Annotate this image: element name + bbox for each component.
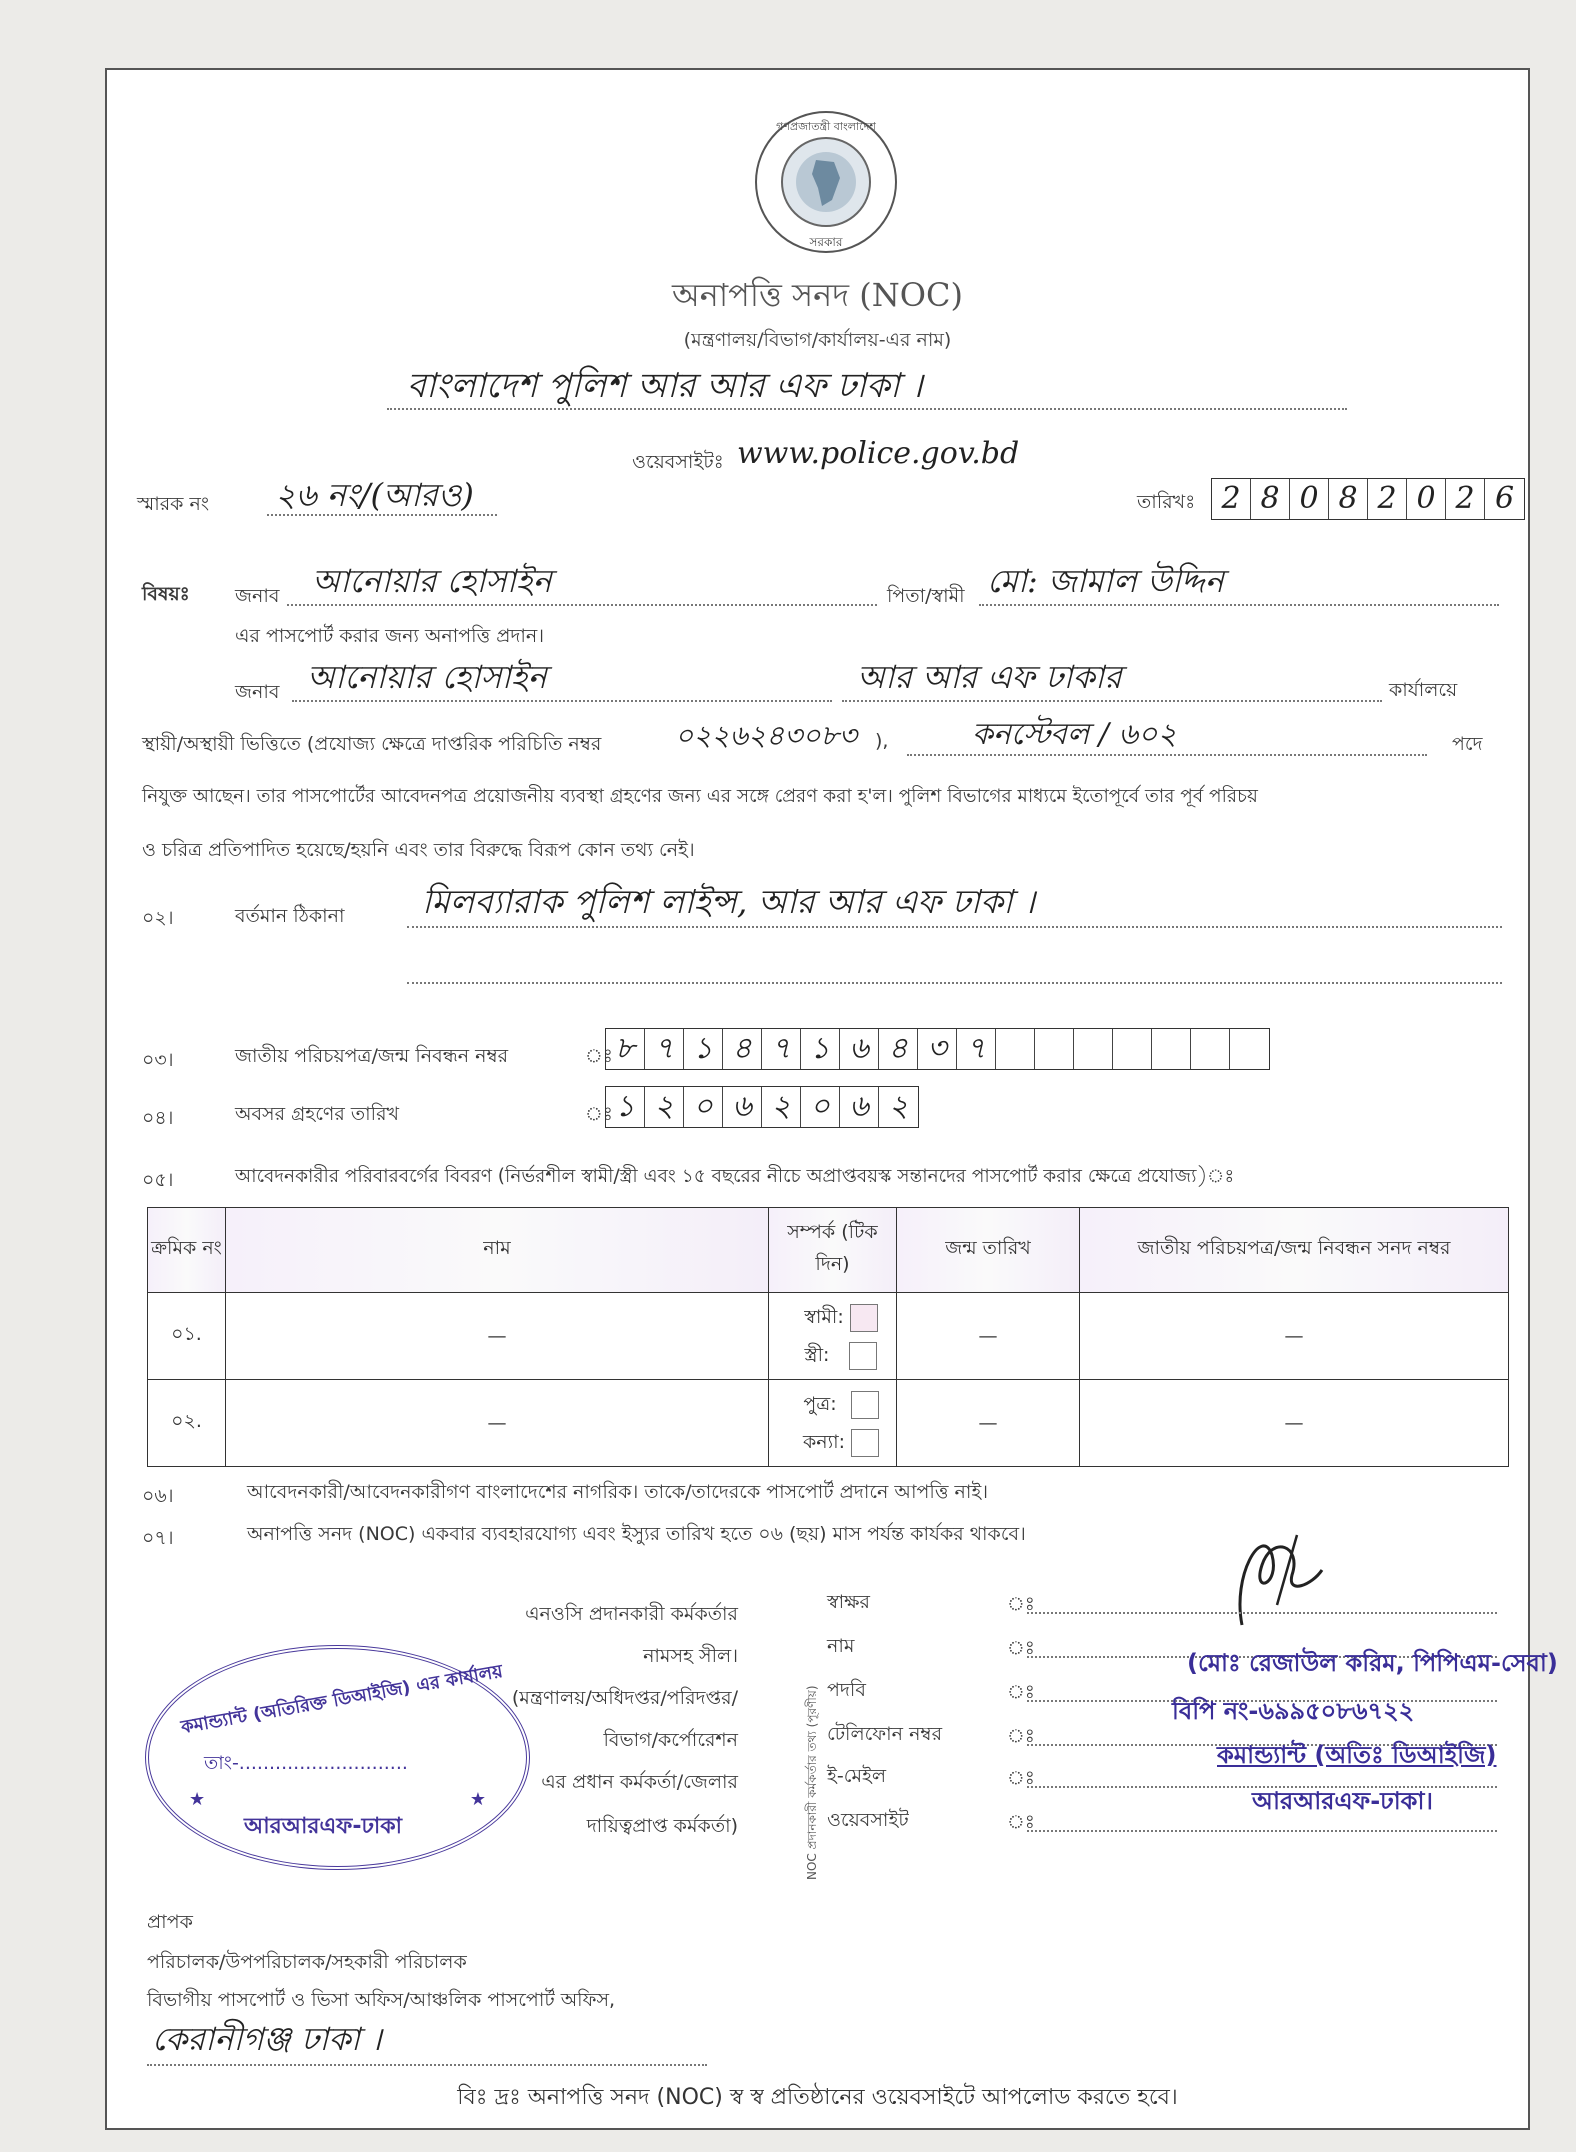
date-digit: 2 (1212, 479, 1251, 519)
stamp-top-text: কমান্ড্যান্ট (অতিরিক্ত ডিআইজি) এর কার্যালয় (179, 1660, 505, 1739)
recipient-line1: পরিচালক/উপপরিচালক/সহকারী পরিচালক (147, 1951, 467, 1973)
noc-document: গণপ্রজাতন্ত্রী বাংলাদেশ সরকার অনাপত্তি সনদ (NOC) (মন্ত্রণালয়/বিভাগ/কার্যালয়-এর নাম) বাংলাদেশ পুলিশ আর আর এফ ঢাকা । ওয়েবসাইটঃ www.police.gov.bd স্মারক নং ২৬ নং/(আরও) তারিখঃ 2 8 0 8 2 0 2 6 বিষয়ঃ জনাব আনোয়ার হোসাইন পিতা/স্বামী মো: জামাল উদ্দিন এর পাসপোর্ট করার জন্য অনাপত্তি প্রদান। জনাব আনোয়ার হোসাইন আর আর এফ ঢাকার কার্যালয়ে স্থায়ী/অস্থায়ী ভিত্তিতে (প্রযোজ্য ক্ষেত্রে দাপ্তরিক পরিচিতি নম্বর ০২২৬২৪৩০৮৩ ), কনস্টেবল / ৬০২ পদে নিযুক্ত আছেন। তার পাসপোর্টের আবেদনপত্র প্রয়োজনীয় ব্যবস্থা গ্রহণের জন্য এর সঙ্গে প্রেরণ করা হ'ল। পুলিশ বিভাগের মাধ্যমে ইতোপূর্বে তার পূর্ব পরিচয় ও চরিত্র প্রতিপাদিত হয়েছে/হয়নি এবং তার বিরুদ্ধে বিরূপ কোন তথ্য নেই। ০২। বর্তমান ঠিকানা মিলব্যারাক পুলিশ লাইন্স, আর আর এফ ঢাকা । ০৩। জাতীয় পরিচয়পত্র/জন্ম নিবন্ধন নম্বর ঃ ৮ ৭ ১ ৪ ৭ ১ ৬ ৪ ৩ ৭ ০৪। অবসর গ্রহণের তারিখ ঃ ১ ২ ০ ৬ ২ ০ ৬ ২ ০৫। আবেদনকারীর পরিবারবর্গের বিবরণ (নির্ভরশীল স্বামী/স্ত্রী এবং ১৫ বছরের নীচে অপ্রাপ্তবয়স্ক সন্তানদের পাসপোর্ট করার ক্ষেত্রে প্রযোজ্য)ঃ ক্রমিক নং নাম সম্পর্ক (টিক দিন) জন্ম তারিখ জাতীয় পরিচয়পত্র/জন্ম নিবন্ধন সনদ নম্বর ০১. — স্বামী: স্ত্রী: — — ০২. — পুত্র: কন্যা: — — ০৬। আবেদনকারী/আবেদনকারীগণ বাংলাদেশের নাগরিক। তাকে/তাদেরকে পাসপোর্ট প্রদানে আপত্তি নাই। ০৭। অনাপত্তি সনদ (NOC) একবার ব্যবহারযোগ্য এবং ইস্যুর তারিখ হতে ০৬ (ছয়) মাস পর্যন্ত কার্যকর থাকবে। এনওসি প্রদানকারী কর্মকর্তার নামসহ সীল। (মন্ত্রণালয়/অধিদপ্তর/পরিদপ্তর/ বিভাগ/কর্পোরেশন এর প্রধান কর্মকর্তা/জেলার দায়িত্বপ্রাপ্ত কর্মকর্তা) NOC প্রদানকারী কর্মকর্তার তথ্য (পূরণীয়) স্বাক্ষর নাম পদবি টেলিফোন নম্বর ই-মেইল ওয়েবসাইট ঃ ঃ ঃ ঃ ঃ ঃ (মোঃ রেজাউল করিম, পিপিএম-সেবা) বিপি নং-৬৯৯৫০৮৬৭২২ কমান্ড্যান্ট (অতিঃ ডিআইজি) আরআরএফ-ঢাকা। কমান্ড্যান্ট (অতিরিক্ত ডিআইজি) এর কার্যালয় তাং-............................ আরআরএফ-ঢাকা ★ ★ প্রাপক পরিচালক/উপপরিচালক/সহকারী পরিচালক বিভাগীয় পাসপোর্ট ও ভিসা অফিস/আঞ্চলিক পাসপোর্ট অফিস, কেরানীগঞ্জ ঢাকা । বিঃ দ্রঃ অনাপত্তি সনদ (NOC) স্ব স্ব প্রতিষ্ঠানের ওয়েবসাইটে আপলোড করতে হবে। (105, 68, 1530, 2130)
subject-name: আনোয়ার হোসাইন (312, 562, 552, 600)
subject-label: বিষয়ঃ (142, 583, 190, 605)
item02-address: মিলব্যারাক পুলিশ লাইন্স, আর আর এফ ঢাকা । (422, 882, 1036, 921)
memo-value: ২৬ নং/(আরও) (275, 476, 474, 514)
website-label: ওয়েবসাইটঃ (632, 451, 724, 473)
date-digit: 2 (1446, 479, 1485, 519)
item06-text: আবেদনকারী/আবেদনকারীগণ বাংলাদেশের নাগরিক। তাকে/তাদেরকে পাসপোর্ট প্রদানে আপত্তি নাই। (247, 1481, 989, 1503)
memo-underline (267, 514, 497, 516)
table-row (148, 1293, 1509, 1380)
row-relation (769, 1380, 897, 1467)
recipient-label: প্রাপক (147, 1911, 193, 1933)
row-name: — (226, 1293, 769, 1380)
relation-label: স্ত্রী: (804, 1344, 830, 1366)
post-suffix: পদে (1452, 733, 1483, 755)
daughter-checkbox[interactable] (851, 1429, 879, 1457)
date-digit: 2 (1368, 479, 1407, 519)
digit-box: ২ (762, 1087, 801, 1127)
sign-name: (মোঃ রেজাউল করিম, পিপিএম-সেবা) (1187, 1649, 1558, 1677)
sign-unit: আরআরএফ-ঢাকা। (1252, 1787, 1434, 1815)
document-title: অনাপত্তি সনদ (NOC) (672, 276, 963, 314)
col-serial: ক্রমিক নং (148, 1208, 226, 1293)
digit-box: ০ (801, 1087, 840, 1127)
basis-text: স্থায়ী/অস্থায়ী ভিত্তিতে (প্রযোজ্য ক্ষেত্রে দাপ্তরিক পরিচিতি নম্বর (142, 733, 602, 755)
subject-line2: এর পাসপোর্ট করার জন্য অনাপত্তি প্রদান। (235, 625, 545, 647)
government-seal-icon (752, 108, 900, 256)
digit-box (1230, 1029, 1269, 1069)
field-email-label: ই-মেইল (827, 1765, 887, 1787)
family-table (147, 1207, 1509, 1467)
digit-box: ৪ (879, 1029, 918, 1069)
stamp-date-text: তাং-............................ (204, 1752, 408, 1774)
item02-label: বর্তমান ঠিকানা (235, 905, 345, 927)
subject-name-underline (287, 604, 877, 606)
signature-line (1027, 1612, 1497, 1614)
father-name: মো: জামাল উদ্দিন (987, 562, 1224, 600)
field-name-label: নাম (827, 1635, 855, 1657)
stamp-bottom-text: আরআরএফ-ঢাকা (244, 1814, 403, 1839)
digit-box (1152, 1029, 1191, 1069)
field-phone-label: টেলিফোন নম্বর (827, 1723, 943, 1745)
row-nid: — (1080, 1293, 1509, 1380)
field-website-label: ওয়েবসাইট (827, 1809, 909, 1831)
sign-designation: কমান্ড্যান্ট (অতিঃ ডিআইজি) (1217, 1741, 1497, 1769)
digit-box (1113, 1029, 1152, 1069)
son-checkbox[interactable] (851, 1391, 879, 1419)
nid-boxes (605, 1028, 1270, 1070)
para-line4: ও চরিত্র প্রতিপাদিত হয়েছে/হয়নি এবং তার বিরুদ্ধে বিরূপ কোন তথ্য নেই। (142, 839, 695, 861)
ministry-name: বাংলাদেশ পুলিশ আর আর এফ ঢাকা । (407, 366, 923, 406)
col-nid: জাতীয় পরিচয়পত্র/জন্ম নিবন্ধন সনদ নম্বর (1080, 1208, 1509, 1293)
body-office-underline (842, 700, 1382, 702)
item04-num: ০৪। (142, 1107, 174, 1129)
retirement-date-boxes (605, 1086, 919, 1128)
para-line3: নিযুক্ত আছেন। তার পাসপোর্টের আবেদনপত্র প্রয়োজনীয় ব্যবস্থা গ্রহণের জন্য এর সঙ্গে প্রেরণ করা হ'ল। পুলিশ বিভাগের মাধ্যমে ইতোপূর্বে তার পূর্ব পরিচয় (142, 786, 1258, 807)
date-digit: 8 (1329, 479, 1368, 519)
subject-mr-label: জনাব (235, 585, 280, 607)
ministry-underline (387, 408, 1347, 410)
noc-vertical-label: NOC প্রদানকারী কর্মকর্তার তথ্য (পূরণীয়) (805, 1685, 819, 1880)
date-digit: 6 (1494, 481, 1515, 516)
father-label: পিতা/স্বামী (887, 585, 965, 607)
body-office: আর আর এফ ঢাকার (857, 658, 1122, 696)
digit-box: ১ (684, 1029, 723, 1069)
row-nid: — (1080, 1380, 1509, 1467)
digit-box: ০ (684, 1087, 723, 1127)
digit-box: ৩ (918, 1029, 957, 1069)
col-name: নাম (226, 1208, 769, 1293)
item03-num: ০৩। (142, 1049, 174, 1071)
digit-box: ৭ (762, 1029, 801, 1069)
date-boxes (1211, 478, 1525, 520)
address-underline-1 (407, 926, 1502, 928)
digit-box (1035, 1029, 1074, 1069)
office-round-stamp (145, 1645, 530, 1870)
seal-text-top: গণপ্রজাতন্ত্রী বাংলাদেশ (776, 120, 876, 133)
col-relation: সম্পর্ক (টিক দিন) (769, 1208, 897, 1293)
footer-note: বিঃ দ্রঃ অনাপত্তি সনদ (NOC) স্ব স্ব প্রতিষ্ঠানের ওয়েবসাইটে আপলোড করতে হবে। (457, 2085, 1178, 2110)
item06-num: ০৬। (142, 1485, 174, 1507)
signature-icon (1202, 1515, 1342, 1645)
memo-label: স্মারক নং (137, 493, 210, 515)
digit-box (1191, 1029, 1230, 1069)
official-id: ০২২৬২৪৩০৮৩ (675, 719, 857, 752)
digit-box: ৬ (723, 1087, 762, 1127)
row-name: — (226, 1380, 769, 1467)
star-icon: ★ (469, 1789, 486, 1810)
husband-checkbox[interactable] (850, 1304, 878, 1332)
address-underline-2 (407, 982, 1502, 984)
digit-box: ২ (888, 1089, 909, 1124)
sign-bp: বিপি নং-৬৯৯৫০৮৬৭২২ (1172, 1697, 1415, 1725)
item02-num: ০২। (142, 907, 174, 929)
officer-line: এর প্রধান কর্মকর্তা/জেলার (541, 1771, 738, 1793)
officer-line: (মন্ত্রণালয়/অধিদপ্তর/পরিদপ্তর/ (511, 1687, 738, 1709)
officer-signature-stamp (1082, 1645, 1558, 1823)
item03-label: জাতীয় পরিচয়পত্র/জন্ম নিবন্ধন নম্বর (235, 1045, 509, 1067)
officer-line: এনওসি প্রদানকারী কর্মকর্তার (525, 1603, 738, 1625)
body-mr-label: জনাব (235, 681, 280, 703)
date-label: তারিখঃ (1137, 491, 1196, 513)
star-icon: ★ (189, 1789, 206, 1810)
row-dob: — (897, 1380, 1080, 1467)
row-relation (769, 1293, 897, 1380)
item07-num: ০৭। (142, 1527, 174, 1549)
field-designation-label: পদবি (827, 1679, 866, 1701)
father-underline (979, 604, 1499, 606)
digit-box: ২ (645, 1087, 684, 1127)
digit-box: ৬ (840, 1087, 879, 1127)
officer-line: বিভাগ/কর্পোরেশন (603, 1729, 738, 1751)
item04-label: অবসর গ্রহণের তারিখ (235, 1103, 400, 1125)
body-name-underline (292, 700, 832, 702)
recipient-office-underline (147, 2064, 707, 2066)
digit-box: ৭ (645, 1029, 684, 1069)
date-digit: 0 (1407, 479, 1446, 519)
digit-box (1074, 1029, 1113, 1069)
designation: কনস্টেবল / ৬০২ (972, 717, 1177, 752)
date-digit: 8 (1251, 479, 1290, 519)
body-name: আনোয়ার হোসাইন (307, 658, 547, 696)
wife-checkbox[interactable] (849, 1342, 877, 1370)
digit-box (996, 1029, 1035, 1069)
col-dob: জন্ম তারিখ (897, 1208, 1080, 1293)
recipient-line2: বিভাগীয় পাসপোর্ট ও ভিসা অফিস/আঞ্চলিক পাসপোর্ট অফিস, (147, 1989, 616, 2011)
office-suffix: কার্যালয়ে (1389, 679, 1458, 701)
website-line (1027, 1830, 1497, 1832)
digit-box: ৭ (957, 1029, 996, 1069)
officer-line: নামসহ সীল। (643, 1645, 738, 1667)
item05-num: ০৫। (142, 1169, 174, 1191)
digit-box: ১ (606, 1087, 645, 1127)
digit-box: ৪ (723, 1029, 762, 1069)
date-digit: 0 (1290, 479, 1329, 519)
website-value: www.police.gov.bd (737, 436, 1020, 471)
digit-box: ৬ (840, 1029, 879, 1069)
table-row (148, 1380, 1509, 1467)
relation-label: পুত্র: (803, 1393, 837, 1415)
recipient-office: কেরানীগঞ্জ ঢাকা । (152, 2020, 382, 2058)
item05-label: আবেদনকারীর পরিবারবর্গের বিবরণ (নির্ভরশীল স্বামী/স্ত্রী এবং ১৫ বছরের নীচে অপ্রাপ্তবয়স্ক সন্তানদের পাসপোর্ট করার ক্ষেত্রে প্রযোজ্য)ঃ (235, 1166, 1235, 1187)
digit-box: ১ (801, 1029, 840, 1069)
field-signature-label: স্বাক্ষর (827, 1591, 870, 1613)
item07-text: অনাপত্তি সনদ (NOC) একবার ব্যবহারযোগ্য এবং ইস্যুর তারিখ হতে ০৬ (ছয়) মাস পর্যন্ত কার্যকর থাকবে। (247, 1523, 1026, 1545)
row-serial: ০১. (148, 1293, 226, 1380)
designation-underline (907, 754, 1427, 756)
seal-text-bottom: সরকার (809, 235, 843, 249)
row-serial: ০২. (148, 1380, 226, 1467)
relation-label: কন্যা: (802, 1431, 846, 1453)
row-dob: — (897, 1293, 1080, 1380)
relation-label: স্বামী: (804, 1306, 844, 1328)
ministry-caption: (মন্ত্রণালয়/বিভাগ/কার্যালয়-এর নাম) (683, 329, 952, 351)
digit-box: ৮ (606, 1029, 645, 1069)
officer-line: দায়িত্বপ্রাপ্ত কর্মকর্তা) (586, 1815, 738, 1837)
